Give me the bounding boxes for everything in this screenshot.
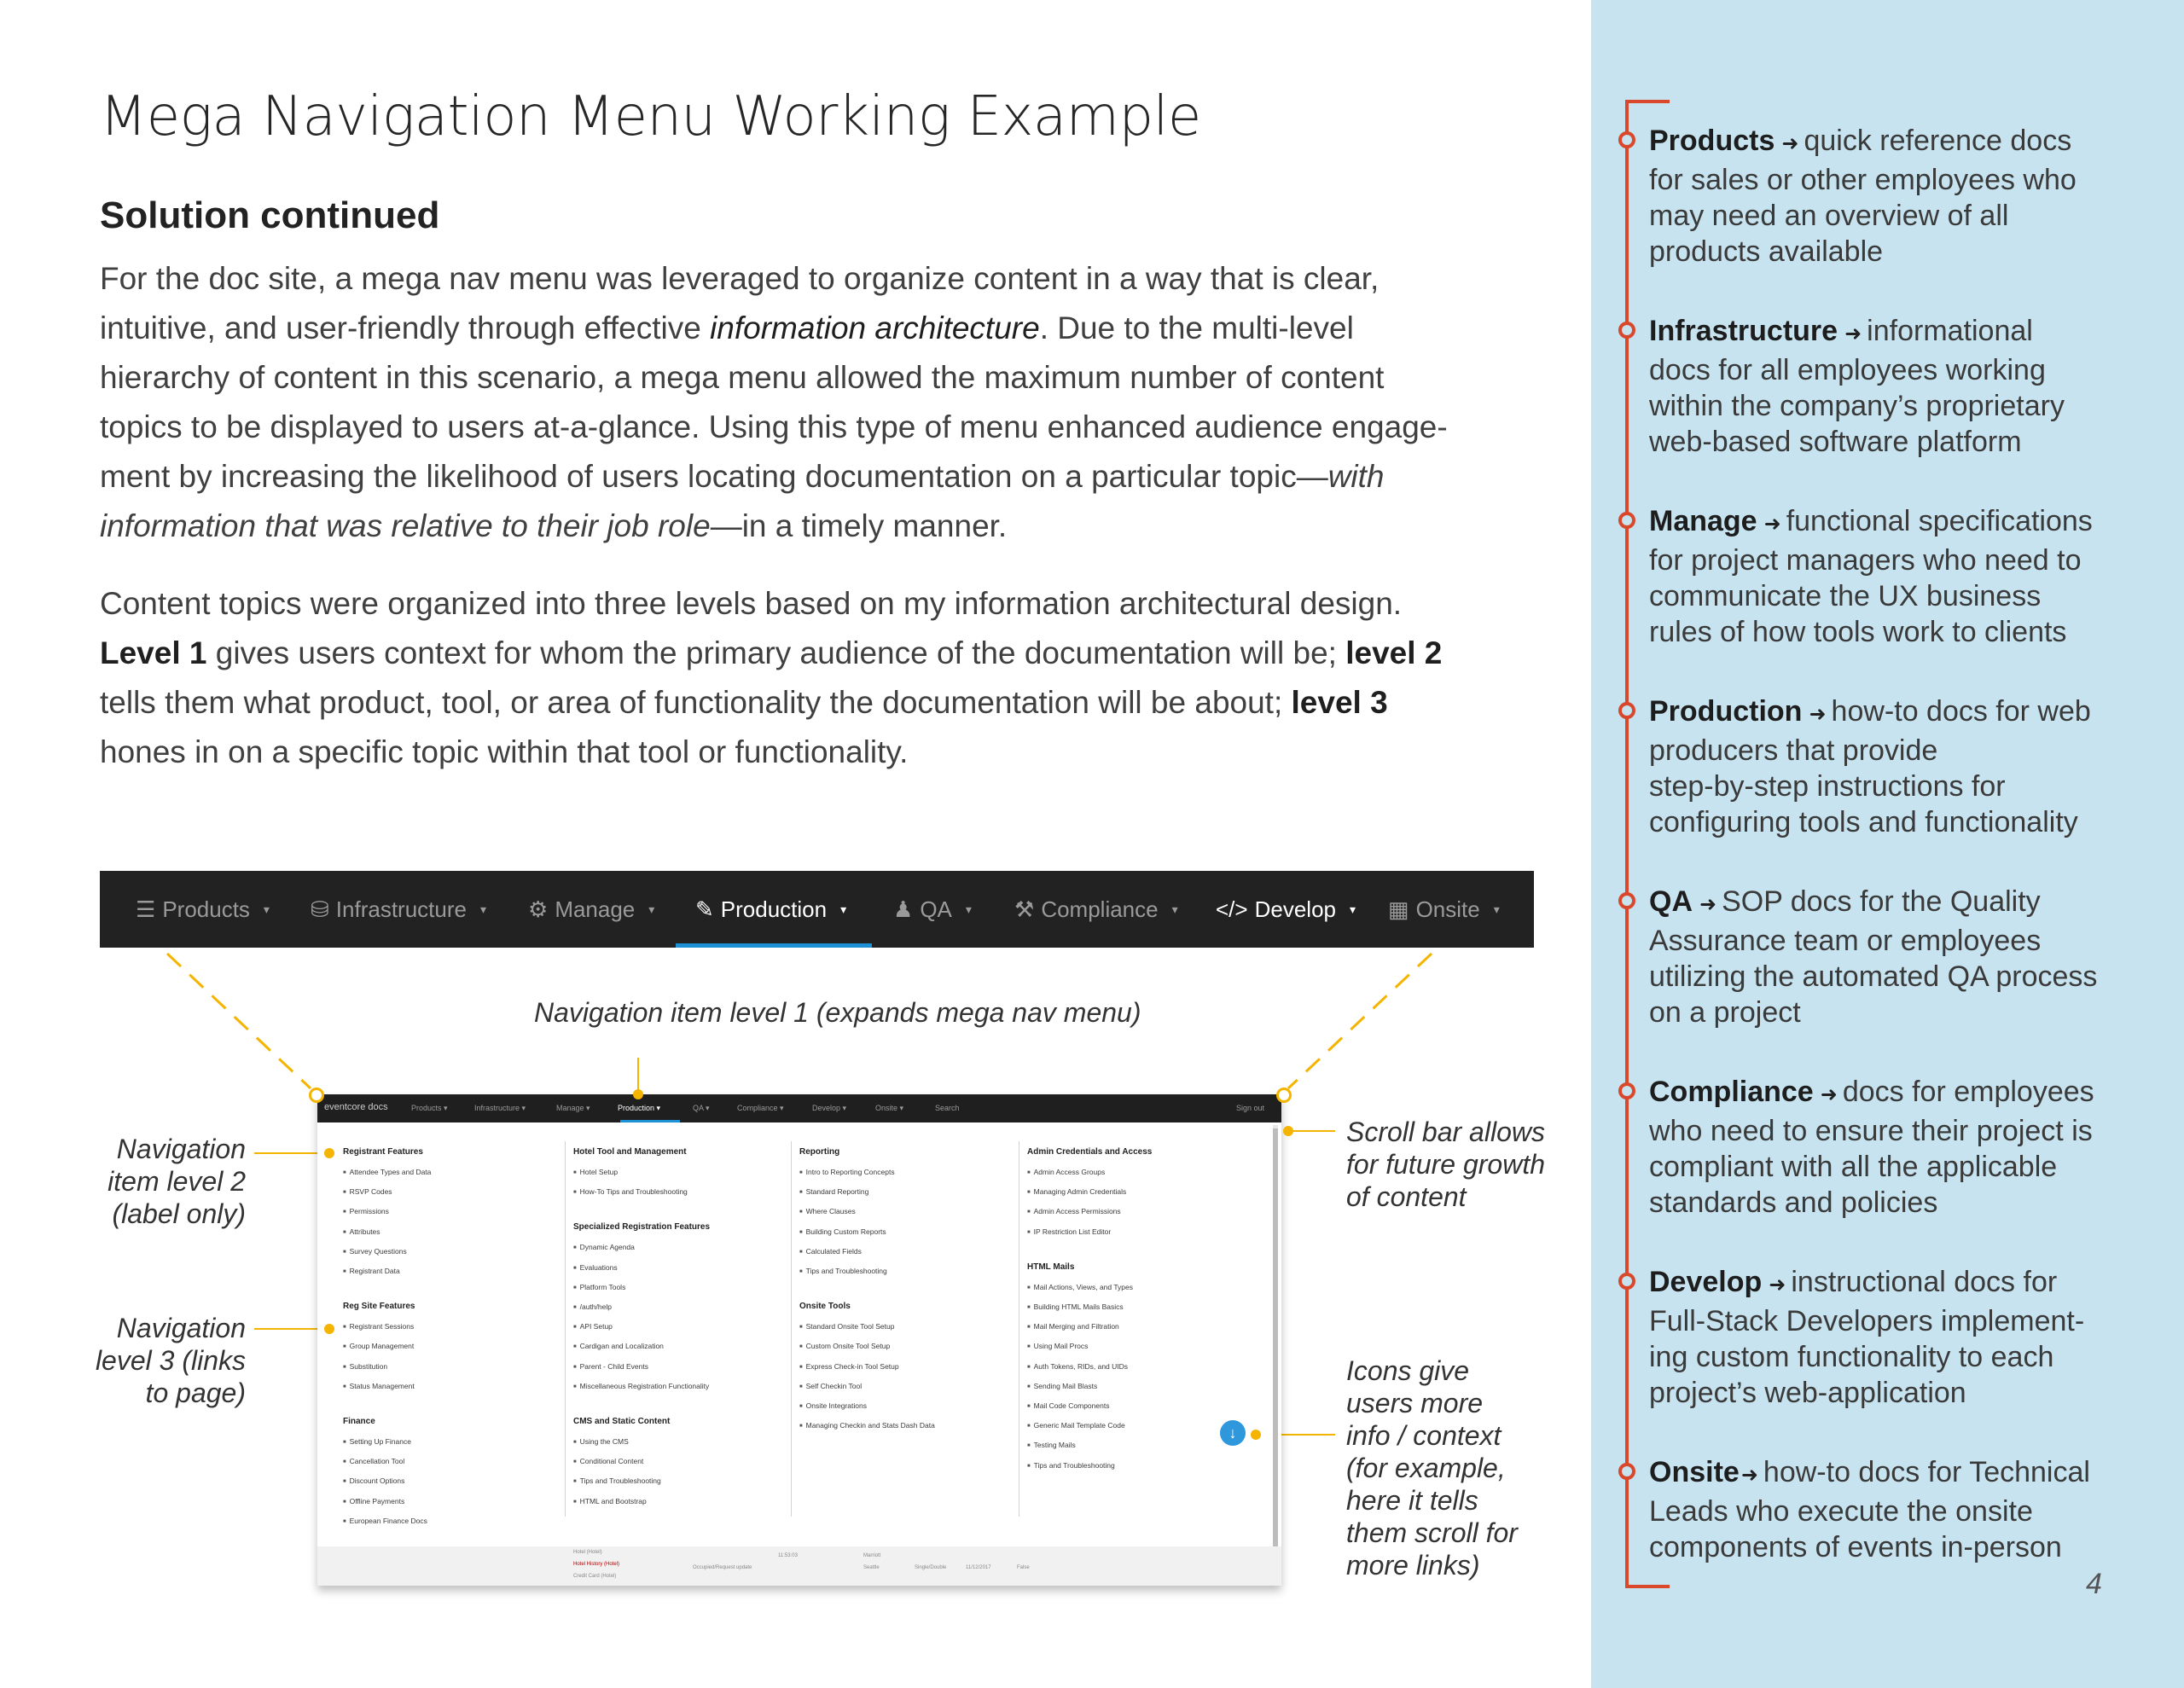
nav-item-products[interactable]: ☰ Products ▾ [136, 896, 270, 922]
sidebar-entry-manage: Manage ➜ functional specifications for project managers who need to communicate the UX business rules of how tools work to clients [1649, 505, 2093, 648]
level3-link[interactable]: ■ Mail Code Components [1027, 1401, 1109, 1410]
page-number: 4 [2086, 1568, 2102, 1600]
level3-link[interactable]: ■ Building Custom Reports [799, 1227, 886, 1236]
screenshot-nav-develop[interactable]: Develop ▾ [812, 1104, 847, 1112]
sidebar-entry-develop: Develop ➜ instructional docs for Full-Stack Developers implement- ing custom functionality to each project’s web-application [1649, 1266, 2085, 1409]
level3-link[interactable]: ■ Hotel Setup [573, 1168, 618, 1176]
level3-link[interactable]: ■ Cardigan and Localization [573, 1342, 664, 1350]
level3-link[interactable]: ■ Standard Reporting [799, 1187, 868, 1196]
arrow-right-icon: ➜ [1809, 703, 1827, 726]
timeline-node [1618, 1273, 1635, 1290]
level2-heading: Onsite Tools [799, 1302, 851, 1312]
level3-link[interactable]: ■ Express Check-in Tool Setup [799, 1362, 899, 1371]
level3-link[interactable]: ■ Sending Mail Blasts [1027, 1382, 1097, 1390]
mega-menu-dropdown [317, 1094, 1281, 1546]
level3-link[interactable]: ■ Dynamic Agenda [573, 1243, 635, 1251]
timeline-node [1618, 892, 1635, 909]
arrow-right-icon: ➜ [1769, 1273, 1786, 1296]
sidebar-entry-onsite: Onsite➜ how-to docs for Technical Leads who execute the onsite components of events in-person [1649, 1456, 2090, 1563]
timeline-node [1618, 131, 1635, 148]
caret-down-icon: ▾ [1171, 902, 1178, 916]
timeline-node [1618, 512, 1635, 529]
section-title: Solution continued [100, 194, 440, 236]
level3-link[interactable]: ■ HTML and Bootstrap [573, 1497, 647, 1505]
screenshot-nav-compliance[interactable]: Compliance ▾ [737, 1104, 784, 1112]
column-divider [791, 1141, 792, 1517]
nav-item-compliance[interactable]: ⚒ Compliance ▾ [1014, 896, 1178, 922]
level2-heading: Finance [343, 1417, 375, 1426]
sidebar-entry-label: Production [1649, 695, 1803, 728]
dashed-leader-left [167, 954, 311, 1088]
text-line: topics to be displayed to users at-a-glance. Using this type of menu enhanced audience engage- [100, 409, 1448, 444]
level3-link[interactable]: ■ Survey Questions [343, 1247, 407, 1256]
nav-item-manage[interactable]: ⚙ Manage ▾ [528, 896, 655, 922]
screenshot-active-indicator [620, 1120, 680, 1122]
level3-link[interactable]: ■ Status Management [343, 1382, 415, 1390]
level3-link[interactable]: ■ Mail Actions, Views, and Types [1027, 1283, 1133, 1291]
level3-link[interactable]: ■ Parent - Child Events [573, 1362, 648, 1371]
text-line: information that was relative to their job role—in a timely manner. [100, 508, 1008, 543]
screenshot-nav-manage[interactable]: Manage ▾ [556, 1104, 590, 1112]
timeline-node [1618, 702, 1635, 719]
level3-link[interactable]: ■ Registrant Sessions [343, 1322, 414, 1331]
sidebar-entry-qa: QA ➜ SOP docs for the Quality Assurance team or employees utilizing the automated QA process on a project [1649, 885, 2098, 1029]
arrow-right-icon: ➜ [1763, 513, 1781, 536]
level2-heading: Specialized Registration Features [573, 1222, 711, 1233]
level3-link[interactable]: ■ Admin Access Permissions [1027, 1207, 1121, 1215]
calendar-icon: ▦ [1388, 896, 1409, 922]
level3-link[interactable]: ■ Admin Access Groups [1027, 1168, 1105, 1176]
level3-link[interactable]: ■ Cancellation Tool [343, 1457, 404, 1465]
callout-dot-level3 [324, 1324, 334, 1334]
arrow-right-icon: ➜ [1844, 322, 1862, 345]
level2-heading: Hotel Tool and Management [573, 1147, 687, 1157]
level3-link[interactable]: ■ Onsite Integrations [799, 1401, 867, 1410]
caret-down-icon: ▾ [1350, 902, 1356, 916]
sidebar-entry-label: Onsite [1649, 1456, 1740, 1488]
timeline-node [1618, 1463, 1635, 1480]
screenshot-nav-production[interactable]: Production ▾ [618, 1104, 661, 1112]
text-line: For the doc site, a mega nav menu was leveraged to organize content in a way that is clear, [100, 261, 1380, 296]
caret-down-icon: ▾ [263, 902, 270, 916]
level3-link[interactable]: ■ Testing Mails [1027, 1441, 1076, 1449]
text-line: ment by increasing the likelihood of users locating documentation on a particular topic—with [100, 459, 1385, 494]
caret-down-icon: ▾ [479, 902, 486, 916]
level3-link[interactable]: ■ Managing Checkin and Stats Dash Data [799, 1421, 935, 1430]
page-title: Mega Navigation Menu Working Example [100, 85, 1201, 148]
level3-link[interactable]: ■ Building HTML Mails Basics [1027, 1302, 1124, 1311]
callout-level1: Navigation item level 1 (expands mega nav menu) [534, 997, 1141, 1028]
callout-dot-scroll [1283, 1126, 1293, 1136]
callout-scroll: Scroll bar allows for future growth of content [1346, 1117, 1545, 1212]
text-line: hones in on a specific topic within that tool or functionality. [100, 734, 909, 769]
screenshot-nav-qa[interactable]: QA ▾ [693, 1104, 710, 1112]
sidebar-entry-infrastructure: Infrastructure ➜ informational docs for all employees working within the company’s proprietary web-based software platform [1649, 315, 2065, 458]
scroll-down-info-icon[interactable]: ↓ [1220, 1420, 1246, 1446]
text-line: hierarchy of content in this scenario, a mega menu allowed the maximum number of content [100, 360, 1385, 395]
screenshot-nav-infrastructure[interactable]: Infrastructure ▾ [474, 1104, 526, 1112]
arrow-right-icon: ➜ [1699, 893, 1717, 916]
text-line: intuitive, and user-friendly through effective information architecture. Due to the multi-level [100, 310, 1354, 345]
level3-link[interactable]: ■ Auth Tokens, RIDs, and UIDs [1027, 1362, 1128, 1371]
callout-ring-left [309, 1088, 324, 1103]
level3-link[interactable]: ■ Permissions [343, 1207, 389, 1215]
screenshot-nav-products[interactable]: Products ▾ [411, 1104, 448, 1112]
level3-link[interactable]: ■ European Finance Docs [343, 1517, 427, 1525]
sidebar-entry-label: Manage [1649, 505, 1757, 537]
callout-ring-right [1276, 1088, 1292, 1103]
level2-heading: CMS and Static Content [573, 1417, 671, 1426]
edit-icon: ✎ [695, 896, 714, 922]
sitemap-icon: ⛁ [311, 896, 329, 922]
level3-link[interactable]: ■ Where Clauses [799, 1207, 856, 1215]
level2-heading: Reporting [799, 1147, 840, 1157]
timeline-cap-bottom [1625, 1585, 1670, 1588]
text-line: Content topics were organized into three levels based on my information architectural design. [100, 586, 1403, 621]
level3-link[interactable]: ■ Custom Onsite Tool Setup [799, 1342, 890, 1350]
level3-link[interactable]: ■ Managing Admin Credentials [1027, 1187, 1126, 1196]
level3-link[interactable]: ■ Attendee Types and Data [343, 1168, 431, 1176]
screenshot-signout-link[interactable]: Sign out [1235, 1104, 1264, 1112]
level3-link[interactable]: ■ Miscellaneous Registration Functionality [573, 1382, 709, 1390]
level2-heading: Admin Credentials and Access [1027, 1147, 1153, 1157]
level3-link[interactable]: ■ Generic Mail Template Code [1027, 1421, 1125, 1430]
level2-heading: Reg Site Features [343, 1302, 415, 1312]
level3-link[interactable]: ■ Calculated Fields [799, 1247, 862, 1256]
level3-link[interactable]: ■ Using Mail Procs [1027, 1342, 1088, 1350]
caret-down-icon: ▾ [840, 902, 847, 916]
callout-dot-level2 [324, 1148, 334, 1158]
screenshot-underlying-table: Hotel (Hotel) Hotel History (Hotel) Credit Card (Hotel) 11:53:03 Occupied/Request update Seattle Single/Double Marriott 11/12/2017 False [317, 1546, 1281, 1586]
sidebar-entry-products: Products ➜ quick reference docs for sales or other employees who may need an overview of all products available [1649, 125, 2077, 268]
level3-link[interactable]: ■ Offline Payments [343, 1497, 404, 1505]
level3-link[interactable]: ■ IP Restriction List Editor [1027, 1227, 1111, 1236]
screenshot-nav-search[interactable]: Search [935, 1104, 960, 1112]
level3-link[interactable]: ■ Substitution [343, 1362, 387, 1371]
nav-item-infrastructure[interactable]: ⛁ Infrastructure ▾ [311, 896, 486, 922]
level3-link[interactable]: ■ How-To Tips and Troubleshooting [573, 1187, 688, 1196]
gavel-icon: ⚒ [1014, 896, 1035, 922]
nav-item-onsite[interactable]: ▦ Onsite ▾ [1388, 896, 1500, 922]
text-line: Level 1 gives users context for whom the primary audience of the documentation will be; level 2 [100, 635, 1443, 670]
callout-dot-level1 [633, 1089, 643, 1099]
arrow-right-icon: ➜ [1820, 1083, 1838, 1106]
level3-link[interactable]: ■ Registrant Data [343, 1267, 400, 1275]
users-icon: ⚙ [528, 896, 549, 922]
level3-link[interactable]: ■ RSVP Codes [343, 1187, 392, 1196]
level3-link[interactable]: ■ Intro to Reporting Concepts [799, 1168, 895, 1176]
scrollbar-thumb[interactable] [1273, 1128, 1278, 1546]
arrow-right-icon: ➜ [1781, 132, 1799, 155]
sidebar-entry-label: Develop [1649, 1266, 1763, 1298]
callout-dot-icons [1251, 1430, 1261, 1440]
level3-link[interactable]: ■ Tips and Troubleshooting [573, 1476, 661, 1485]
level2-heading: HTML Mails [1027, 1262, 1075, 1272]
level3-link[interactable]: ■ Using the CMS [573, 1437, 629, 1446]
level3-link[interactable]: ■ Self Checkin Tool [799, 1382, 862, 1390]
caret-down-icon: ▾ [1493, 902, 1500, 916]
level3-link[interactable]: ■ Tips and Troubleshooting [1027, 1461, 1115, 1470]
sidebar-entry-compliance: Compliance ➜ docs for employees who need to ensure their project is compliant with all the applicable standards and policies [1649, 1076, 2094, 1219]
list-icon: ☰ [136, 896, 156, 922]
column-divider [565, 1141, 566, 1517]
nav-item-qa[interactable]: ♟ QA ▾ [893, 896, 972, 922]
sidebar-entry-label: Compliance [1649, 1076, 1814, 1108]
level3-link[interactable]: ■ API Setup [573, 1322, 613, 1331]
level3-link[interactable]: ■ Tips and Troubleshooting [799, 1267, 887, 1275]
screenshot-nav-onsite[interactable]: Onsite ▾ [875, 1104, 904, 1112]
level3-link[interactable]: ■ Setting Up Finance [343, 1437, 411, 1446]
text-line: tells them what product, tool, or area of functionality the documentation will be about; level 3 [100, 685, 1388, 720]
screenshot-brand[interactable]: eventcore docs [324, 1102, 388, 1112]
dashed-leader-right [1288, 954, 1432, 1088]
level2-heading: Registrant Features [343, 1147, 423, 1157]
level3-link[interactable]: ■ Conditional Content [573, 1457, 643, 1465]
callout-icons: Icons give users more info / context (for example, here it tells them scroll for more links) [1346, 1355, 1518, 1581]
sidebar-entry-label: Infrastructure [1649, 315, 1838, 347]
user-check-icon: ♟ [893, 896, 914, 922]
nav-item-production[interactable]: ✎ Production ▾ [695, 896, 847, 922]
level3-link[interactable]: ■ Group Management [343, 1342, 414, 1350]
level3-link[interactable]: ■ Mail Merging and Filtration [1027, 1322, 1119, 1331]
level3-link[interactable]: ■ Evaluations [573, 1263, 618, 1272]
timeline-node [1618, 322, 1635, 339]
sidebar-entry-label: QA [1649, 885, 1693, 918]
level3-link[interactable]: ■ Platform Tools [573, 1283, 625, 1291]
code-icon: </> [1216, 896, 1248, 922]
sidebar-entry-production: Production ➜ how-to docs for web producers that provide step-by-step instructions for configuring tools and functionality [1649, 695, 2091, 838]
level3-link[interactable]: ■ Discount Options [343, 1476, 404, 1485]
caret-down-icon: ▾ [648, 902, 655, 916]
sidebar-entry-label: Products [1649, 125, 1775, 157]
timeline-node [1618, 1082, 1635, 1099]
timeline-cap-top [1625, 100, 1670, 103]
callout-level3: Navigation level 3 (links to page) [95, 1313, 246, 1408]
callout-level2: Navigation item level 2 (label only) [107, 1134, 246, 1229]
caret-down-icon: ▾ [965, 902, 972, 916]
level3-link[interactable]: ■ Standard Onsite Tool Setup [799, 1322, 894, 1331]
arrow-right-icon: ➜ [1740, 1464, 1758, 1487]
nav-item-develop[interactable]: </> Develop ▾ [1216, 896, 1356, 922]
level3-link[interactable]: ■ /auth/help [573, 1302, 612, 1311]
level3-link[interactable]: ■ Attributes [343, 1227, 380, 1236]
